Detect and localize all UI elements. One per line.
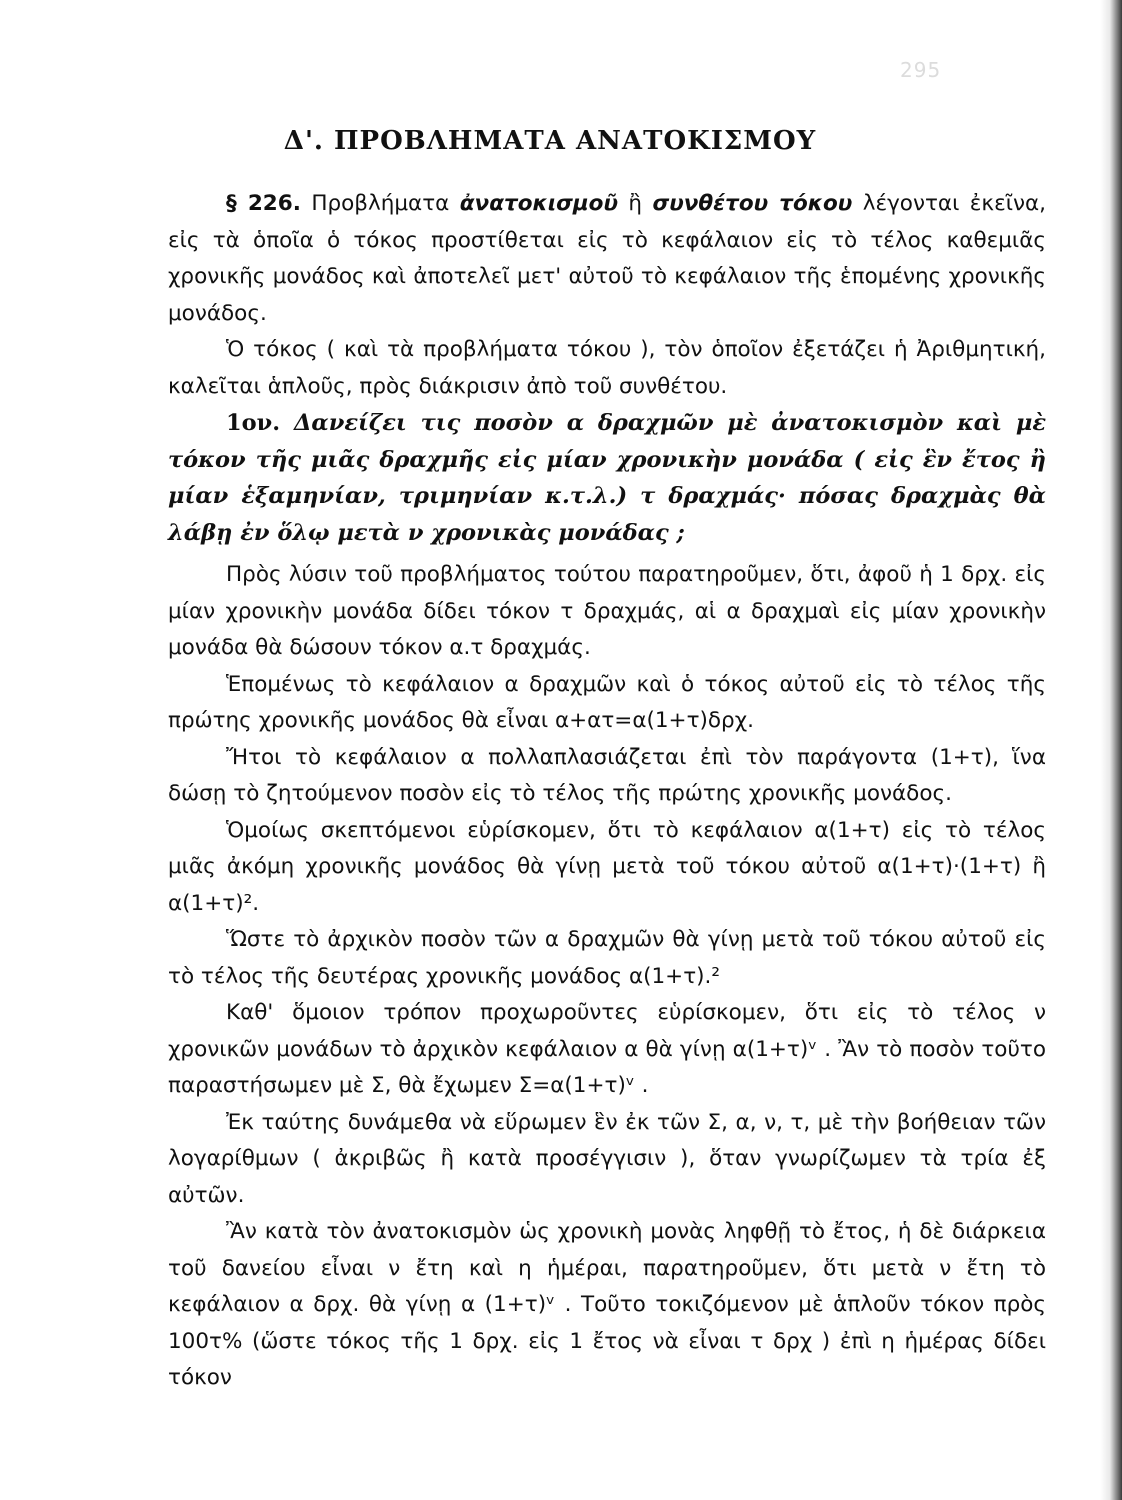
problem-label: 1ον. bbox=[226, 410, 281, 436]
page-edge-shadow bbox=[1100, 0, 1122, 1500]
page-number: 295 bbox=[900, 58, 942, 82]
paragraph: Ὁμοίως σκεπτόμενοι εὑρίσκομεν, ὅτι τὸ κεφάλαιον α(1+τ) εἰς τὸ τέλος μιᾶς ἀκόμη χρονικῆς μονάδος θὰ γίνῃ μετὰ τοῦ τόκου αὐτοῦ α(1+τ)·(1+τ) ἢ α(1+τ)². bbox=[168, 817, 1046, 916]
section-text-c: λέγονται ἐκεῖνα, εἰς τὰ ὁποῖα ὁ τόκος προστίθεται εἰς τὸ κεφάλαιον εἰς τὸ τέλος καθεμιᾶς χρονικῆς μονάδος καὶ ἀποτελεῖ μετ' αὐτοῦ τὸ κεφάλαιον τῆς ἑπομένης χρονικῆς μονάδος. bbox=[168, 191, 1047, 326]
term-anatokismos: ἀνατοκισμοῦ bbox=[459, 191, 618, 216]
problem-statement bbox=[168, 405, 1046, 551]
paragraph: Ὥστε τὸ ἀρχικὸν ποσὸν τῶν α δραχμῶν θὰ γίνῃ μετὰ τοῦ τόκου αὐτοῦ εἰς τὸ τέλος τῆς δευτέρας χρονικῆς μονάδος α(1+τ).² bbox=[168, 927, 1046, 989]
paragraph: Πρὸς λύσιν τοῦ προβλήματος τούτου παρατηροῦμεν, ὅτι, ἀφοῦ ἡ 1 δρχ. εἰς μίαν χρονικὴν μονάδα δίδει τόκον τ δραχμάς, αἱ α δραχμαὶ εἰς μίαν χρονικὴν μονάδα θὰ δώσουν τόκον α.τ δραχμάς. bbox=[168, 562, 1046, 660]
chapter-title: Δ'. ΠΡΟΒΛΗΜΑΤΑ ΑΝΑΤΟΚΙΣΜΟΥ bbox=[283, 126, 817, 156]
section-text-a: Προβλήματα bbox=[300, 191, 460, 216]
paragraph: Ἂν κατὰ τὸν ἀνατοκισμὸν ὡς χρονικὴ μονὰς ληφθῇ τὸ ἔτος, ἡ δὲ διάρκεια τοῦ δανείου εἶναι ν ἔτη καὶ η ἡμέραι, παρατηροῦμεν, ὅτι μετὰ ν ἔτη τὸ κεφάλαιον α δρχ. θὰ γίνῃ α (1+τ)ᵛ . Τοῦτο τοκιζόμενον μὲ ἁπλοῦν τόκον πρὸς 100τ% (ὥστε τόκος τῆς 1 δρχ. εἰς 1 ἔτος νὰ εἶναι τ δρχ ) ἐπὶ η ἡμέρας δίδει τόκον bbox=[168, 1219, 1046, 1390]
paragraph: Ἑπομένως τὸ κεφάλαιον α δραχμῶν καὶ ὁ τόκος αὐτοῦ εἰς τὸ τέλος τῆς πρώτης χρονικῆς μονάδος θὰ εἶναι α+ατ=α(1+τ)δρχ. bbox=[168, 671, 1046, 733]
paragraph: Καθ' ὅμοιον τρόπον προχωροῦντες εὑρίσκομεν, ὅτι εἰς τὸ τέλος ν χρονικῶν μονάδων τὸ ἀρχικὸν κεφάλαιον α θὰ γίνῃ α(1+τ)ᵛ . Ἂν τὸ ποσὸν τοῦτο παραστήσωμεν μὲ Σ, θὰ ἔχωμεν Σ=α(1+τ)ᵛ . bbox=[168, 1000, 1046, 1098]
paragraph: Ἐκ ταύτης δυνάμεθα νὰ εὕρωμεν ἓν ἐκ τῶν Σ, α, ν, τ, μὲ τὴν βοήθειαν τῶν λογαρίθμων ( ἀκριβῶς ἢ κατὰ προσέγγισιν ), ὅταν γνωρίζωμεν τὰ τρία ἐξ αὐτῶν. bbox=[168, 1109, 1046, 1208]
paragraph: Ἤτοι τὸ κεφάλαιον α πολλαπλασιάζεται ἐπὶ τὸν παράγοντα (1+τ), ἵνα δώσῃ τὸ ζητούμενον ποσὸν εἰς τὸ τέλος τῆς πρώτης χρονικῆς μονάδος. bbox=[168, 744, 1046, 806]
section-number: § 226. bbox=[226, 191, 301, 216]
page-body bbox=[168, 186, 1046, 1397]
section-text-b: ἢ bbox=[617, 191, 653, 216]
problem-text: Δανείζει τις ποσὸν α δραχμῶν μὲ ἀνατοκισμὸν καὶ μὲ τόκον τῆς μιᾶς δραχμῆς εἰς μίαν χρονικὴν μονάδα ( εἰς ἓν ἔτος ἢ μίαν ἑξαμηνίαν, τριμηνίαν κ.τ.λ.) τ δραχμάς· πόσας δραχμὰς θὰ λάβῃ ἐν ὅλῳ μετὰ ν χρονικὰς μονάδας ; bbox=[168, 410, 1046, 546]
simple-interest-paragraph: Ὁ τόκος ( καὶ τὰ προβλήματα τόκου ), τὸν ὁποῖον ἐξετάζει ἡ Ἀριθμητική, καλεῖται ἁπλοῦς, πρὸς διάκρισιν ἀπὸ τοῦ συνθέτου. bbox=[168, 337, 1046, 399]
term-compound-interest: συνθέτου τόκου bbox=[652, 191, 853, 216]
section-226-paragraph bbox=[168, 186, 1046, 332]
